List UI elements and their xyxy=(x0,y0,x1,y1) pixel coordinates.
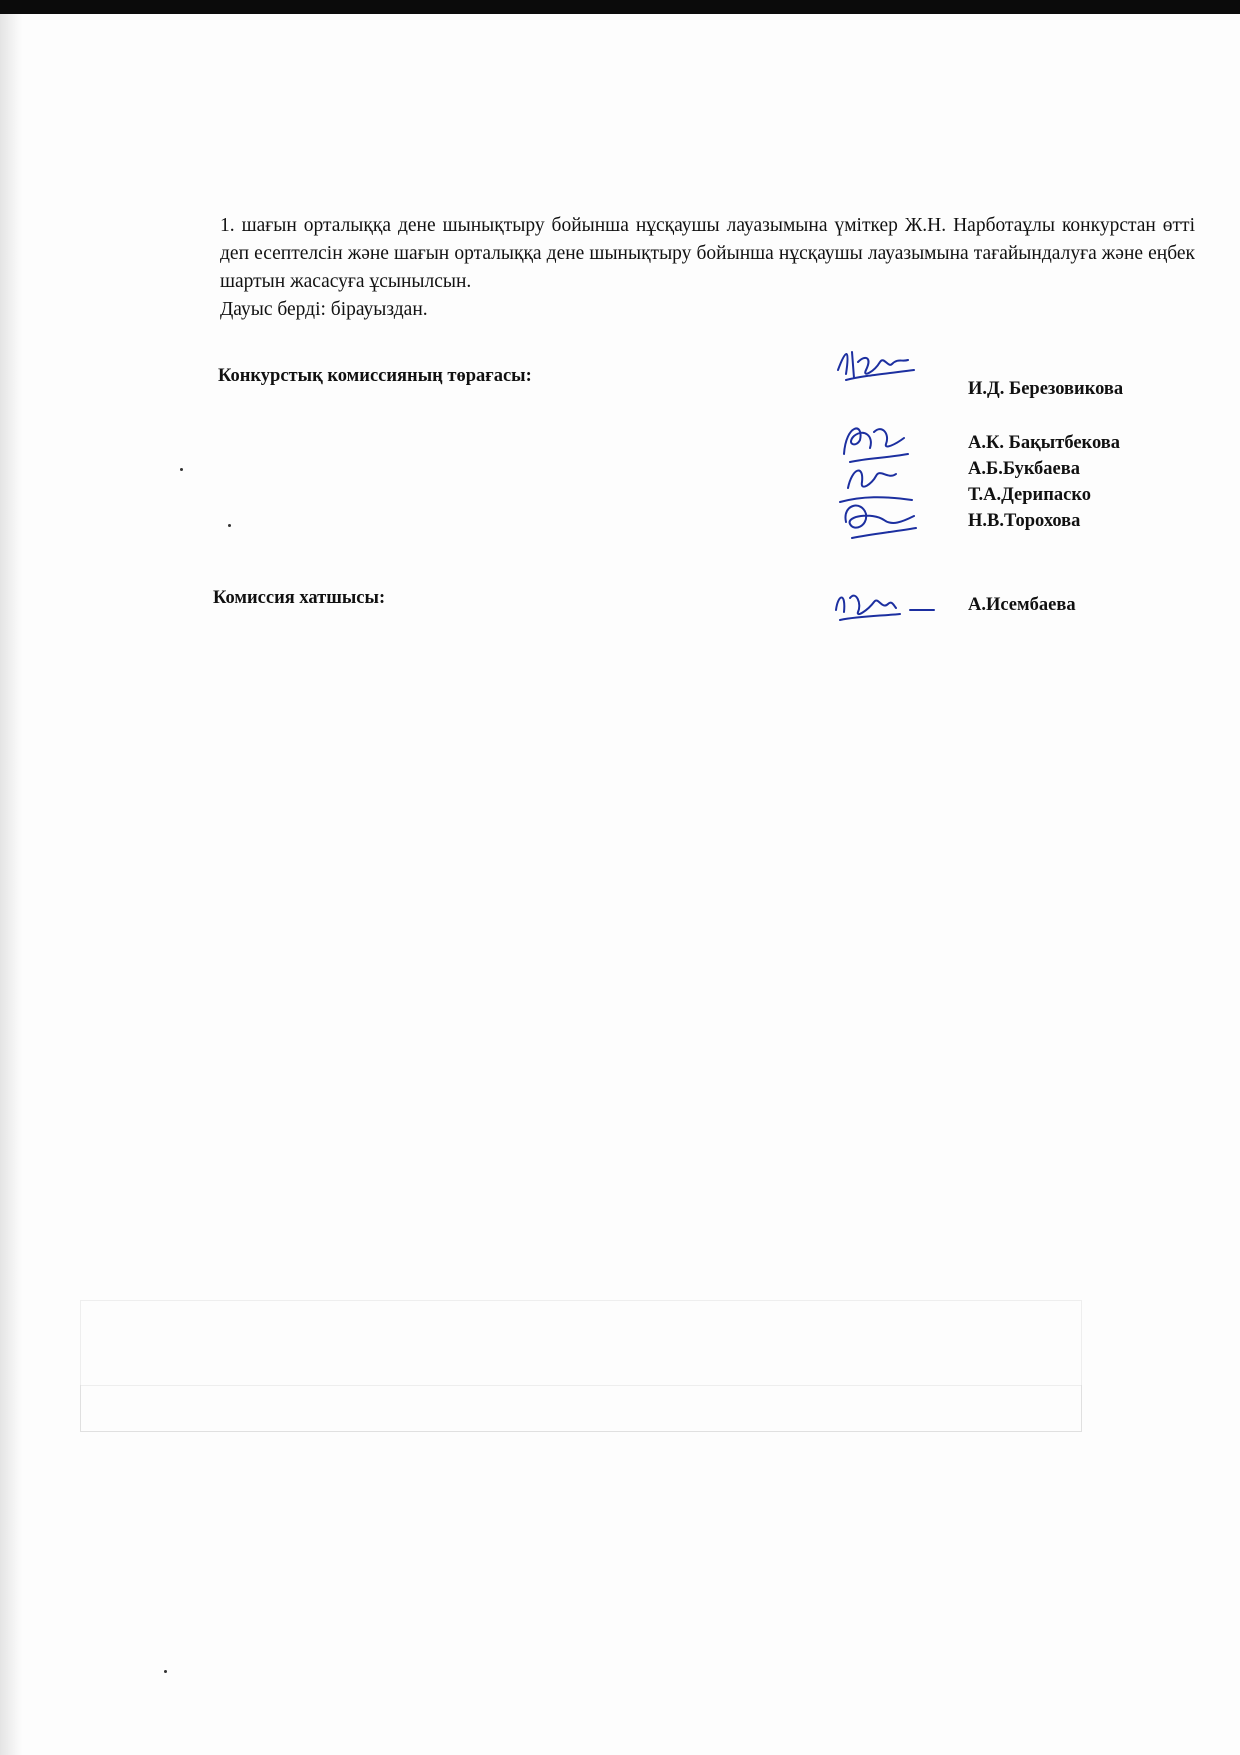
member-name: А.Б.Букбаева xyxy=(968,459,1081,479)
scan-speck xyxy=(228,524,231,527)
member-name: Н.В.Торохова xyxy=(968,511,1081,531)
bleed-through-table-row xyxy=(80,1385,1082,1432)
member-name: Т.А.Дерипаско xyxy=(968,485,1091,505)
member-signature-3 xyxy=(832,482,922,552)
chair-label: Конкурстық комиссияның төрағасы: xyxy=(218,366,532,386)
secretary-signature xyxy=(830,580,950,630)
scan-top-edge xyxy=(0,0,1240,14)
scan-speck xyxy=(164,1670,167,1673)
resolution-text: 1. шағын орталыққа дене шынықтыру бойынша нұсқаушы лауазымына үміткер Ж.Н. Нарботаұлы конкурстан өтті деп есептелсін және шағын орталыққа дене шынықтыру бойынша нұсқаушы лауазымына тағайындалуға және еңбек шартын жасасуға ұсынылсын. xyxy=(220,215,1195,292)
secretary-name: А.Исембаева xyxy=(968,595,1076,615)
chair-name: И.Д. Березовикова xyxy=(968,379,1124,399)
vote-result: Дауыс берді: бірауыздан. xyxy=(220,299,428,320)
chair-signature xyxy=(832,340,922,400)
secretary-label: Комиссия хатшысы: xyxy=(213,588,386,608)
scan-left-shadow xyxy=(0,14,22,1755)
scan-speck xyxy=(180,468,183,471)
member-name: А.К. Бақытбекова xyxy=(968,433,1120,453)
resolution-block xyxy=(220,212,1195,324)
